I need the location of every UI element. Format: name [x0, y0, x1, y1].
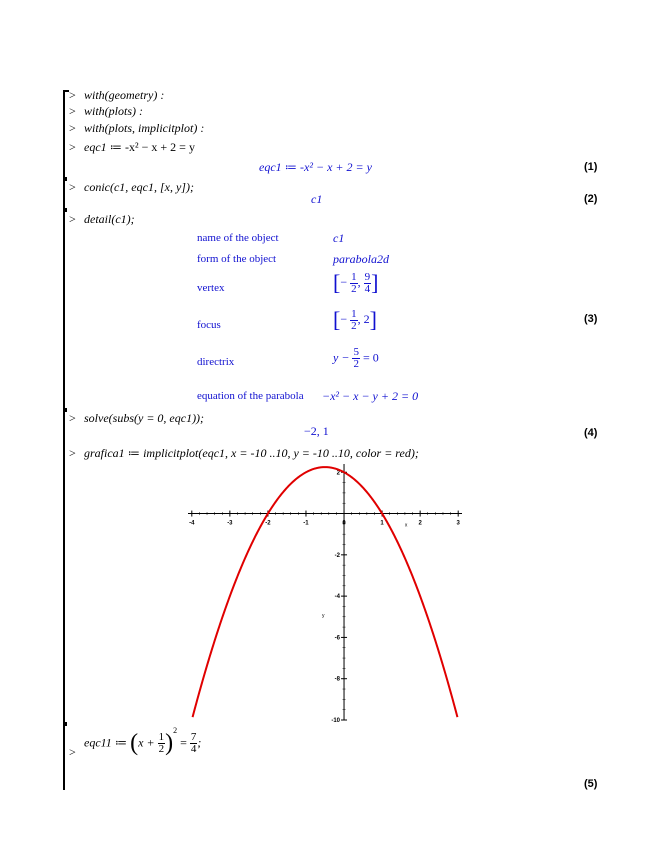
- group-marker: [63, 208, 67, 212]
- detail-focus-value: [− $\frac{1}{2}$ , 2]: [333, 307, 377, 332]
- group-marker: [63, 722, 67, 726]
- prompt-1: >: [69, 88, 76, 102]
- focus-y: 2: [363, 311, 370, 326]
- equation-label-3: (3): [584, 313, 598, 325]
- prompt-6: >: [69, 212, 76, 226]
- region-bar: [63, 90, 65, 790]
- implicit-plot[interactable]: [180, 458, 470, 726]
- y-tick-label: -10: [331, 718, 341, 724]
- command-implicitplot[interactable]: grafica1 ≔ implicitplot(eqc1, x = -10 ..10, y = -10 ..10, color = red);: [84, 446, 419, 460]
- eqc11-exponent: 2: [173, 726, 178, 736]
- command-eqc11[interactable]: eqc11 ≔ (x + $\frac{1}{2}$ )$^2$ = $\frac{7}{4}$ ;: [84, 726, 202, 756]
- frac-den: 2: [351, 319, 357, 332]
- frac-den: 4: [190, 743, 197, 755]
- eqc11-eq: =: [180, 735, 187, 750]
- x-tick-label: -2: [265, 520, 271, 527]
- detail-vertex-label: vertex: [197, 282, 225, 294]
- command-eqc1[interactable]: [84, 140, 195, 155]
- directrix-tail: = 0: [362, 350, 379, 365]
- detail-name-value: c1: [333, 231, 345, 245]
- x-tick-label: -3: [227, 520, 233, 527]
- directrix-y: y −: [333, 350, 350, 365]
- equation-label-4: (4): [584, 427, 598, 439]
- detail-form-label: form of the object: [197, 253, 277, 265]
- eqc11-lhs: eqc11 ≔: [84, 735, 128, 750]
- focus-minus: −: [340, 311, 348, 326]
- prompt-4: >: [69, 140, 76, 154]
- prompt-9: >: [69, 745, 76, 759]
- x-tick-label: 2: [418, 520, 422, 527]
- detail-equation-label: equation of the parabola: [197, 390, 304, 402]
- command-detail[interactable]: detail(c1);: [84, 212, 135, 226]
- command-eqc1-lhs: eqc1: [84, 140, 107, 154]
- x-tick-label: 0: [342, 520, 346, 527]
- group-marker: [63, 408, 67, 412]
- output-solve: −2, 1: [304, 424, 329, 438]
- equation-label-1: (1): [584, 161, 598, 173]
- command-conic[interactable]: conic(c1, eqc1, [x, y]);: [84, 180, 194, 194]
- y-tick-label: -8: [334, 676, 341, 683]
- prompt-8: >: [69, 446, 76, 460]
- command-solve[interactable]: solve(subs(y = 0, eqc1));: [84, 411, 205, 425]
- prompt-7: >: [69, 411, 76, 425]
- x-tick-label: -4: [189, 520, 195, 527]
- command-with-plots[interactable]: with(plots) :: [84, 104, 143, 118]
- x-tick-label: -1: [303, 520, 309, 527]
- frac-num: 1: [351, 307, 357, 320]
- prompt-3: >: [69, 121, 76, 135]
- frac-num: 1: [351, 270, 357, 283]
- frac-num: 1: [158, 731, 165, 743]
- frac-num: 7: [190, 731, 197, 743]
- x-tick-label: 1: [380, 520, 384, 527]
- output-c1: c1: [311, 192, 323, 206]
- command-with-implicitplot[interactable]: with(plots, implicitplot) :: [84, 121, 205, 135]
- x-axis-label: x: [404, 522, 408, 529]
- group-marker: [63, 177, 67, 181]
- equation-label-2: (2): [584, 193, 598, 205]
- y-tick-label: 2: [336, 470, 341, 477]
- y-tick-label: -6: [334, 635, 341, 642]
- eqc11-x: x +: [138, 735, 155, 750]
- frac-den: 4: [364, 282, 371, 295]
- detail-directrix-value: [333, 347, 379, 370]
- output-eqc1: eqc1 ≔ -x² − x + 2 = y: [259, 160, 372, 174]
- y-tick-label: -2: [334, 552, 341, 559]
- eqc11-half: [158, 732, 166, 755]
- prompt-2: >: [69, 104, 76, 118]
- vertex-y-fraction: [364, 272, 372, 295]
- parabola-curve: [193, 467, 458, 717]
- vertex-minus: −: [340, 274, 348, 289]
- command-eqc1-rhs: ≔ -x² − x + 2 = y: [109, 140, 195, 154]
- focus-x-fraction: [350, 309, 358, 332]
- prompt-5: >: [69, 180, 76, 194]
- frac-num: 9: [364, 270, 371, 283]
- detail-name-label: name of the object: [197, 232, 279, 244]
- y-axis-label: y: [322, 612, 325, 619]
- frac-den: 2: [351, 282, 357, 295]
- frac-num: 5: [353, 346, 359, 358]
- eqc11-end: ;: [197, 735, 202, 750]
- vertex-x-fraction: [350, 272, 358, 295]
- y-tick-label: -4: [334, 594, 341, 601]
- detail-equation-value: −x² − x − y + 2 = 0: [322, 389, 419, 403]
- detail-directrix-label: directrix: [197, 356, 235, 368]
- detail-form-value: parabola2d: [333, 252, 390, 266]
- command-with-geometry[interactable]: with(geometry) :: [84, 88, 165, 102]
- detail-vertex-value: [− $\frac{1}{2}$ , $\frac{9}{4}$ ]: [333, 270, 379, 295]
- detail-focus-label: focus: [197, 319, 221, 331]
- frac-den: 2: [353, 358, 359, 370]
- directrix-fraction: [352, 347, 360, 370]
- x-tick-label: 3: [456, 520, 460, 527]
- frac-den: 2: [158, 743, 165, 755]
- equation-label-5: (5): [584, 778, 598, 790]
